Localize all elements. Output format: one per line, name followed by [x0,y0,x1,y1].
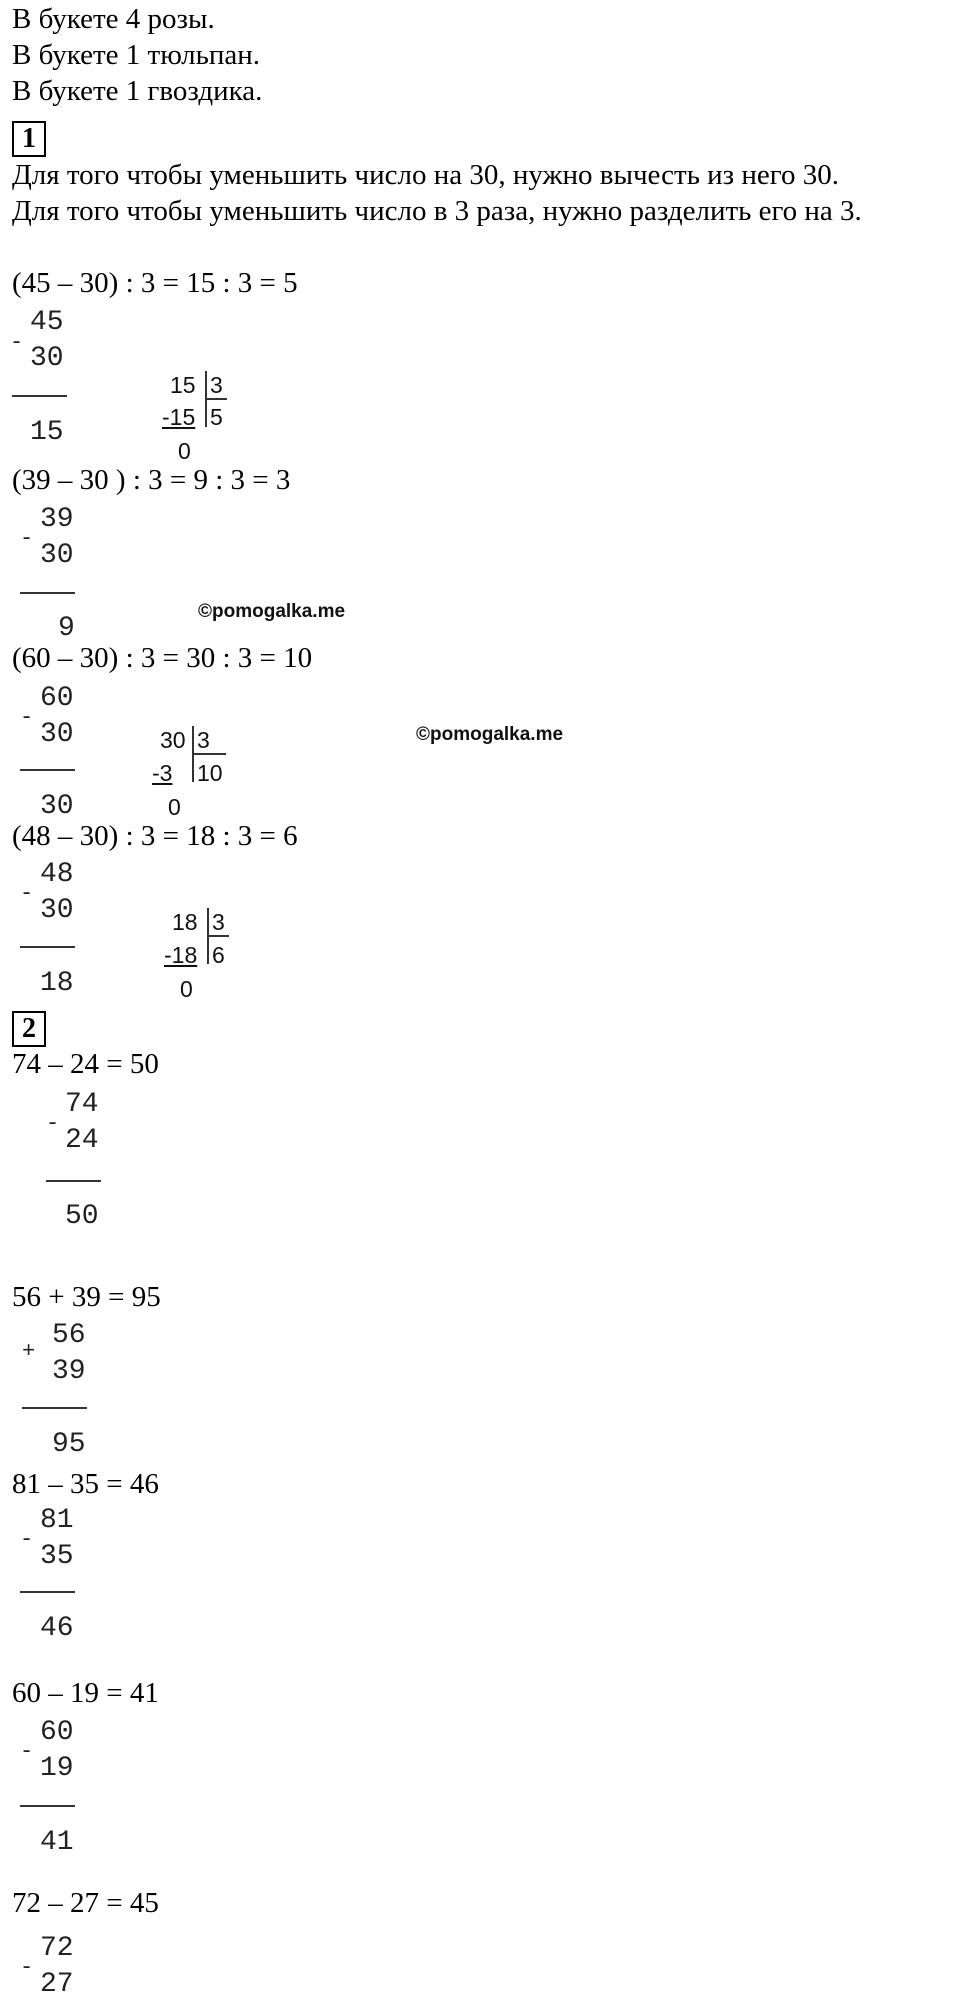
t2-col5-b: 27 [40,1969,74,2000]
intro-line-2: В букете 1 тюльпан. [12,39,261,71]
col4-result: 18 [40,968,74,999]
col2-operator: - [20,526,34,551]
t2-equation-1: 74 – 24 = 50 [12,1048,159,1080]
div3-remainder: 0 [168,794,181,820]
div4-divisor-line [209,935,229,937]
rule-subtract: Для того чтобы уменьшить число на 30, нужно вычесть из него 30. [12,159,839,191]
t2-col4-a: 60 [40,1717,74,1748]
col3-line [20,769,75,771]
div1-quotient: 5 [210,404,223,430]
t2-col1-b: 24 [65,1125,99,1156]
col1-line [12,395,67,397]
col3-subtrahend: 30 [40,719,74,750]
div1-divisor-line [207,398,227,400]
div1-dividend: 15 [170,372,196,398]
t2-col3-a: 81 [40,1505,74,1536]
div1-subtract: -15 [162,404,196,430]
col4-operator: - [20,881,34,906]
t2-col5-operator: - [20,1955,34,1980]
col4-line [20,946,75,948]
div3-divisor: 3 [197,727,210,753]
col4-minuend: 48 [40,859,74,890]
t2-col4-line [20,1805,75,1807]
t2-col1-operator: - [46,1111,60,1136]
t2-col3-b: 35 [40,1541,74,1572]
col4-subtrahend: 30 [40,895,74,926]
div4-remainder: 0 [180,976,193,1002]
t2-col1-a: 74 [65,1089,99,1120]
div1-divisor: 3 [210,372,223,398]
col2-line [20,592,75,594]
t2-col5-a: 72 [40,1933,74,1964]
col2-result: 9 [58,613,75,644]
div1-remainder: 0 [178,438,191,464]
div4-quotient: 6 [212,942,225,968]
div3-divisor-line [194,753,226,755]
t2-col4-operator: - [20,1739,34,1764]
t2-equation-3: 81 – 35 = 46 [12,1468,159,1500]
col2-subtrahend: 30 [40,540,74,571]
equation-4: (48 – 30) : 3 = 18 : 3 = 6 [12,820,298,852]
t2-col3-line [20,1591,75,1593]
col1-operator: - [10,330,24,355]
col3-result: 30 [40,791,74,822]
t2-col2-a: 56 [52,1320,86,1351]
col2-minuend: 39 [40,504,74,535]
t2-equation-2: 56 + 39 = 95 [12,1281,161,1313]
div4-divisor: 3 [212,909,225,935]
t2-equation-4: 60 – 19 = 41 [12,1677,159,1709]
t2-col2-line [22,1407,87,1409]
div4-subtract: -18 [164,942,198,968]
t2-col3-operator: - [20,1527,34,1552]
col3-operator: - [20,705,34,730]
task-number-1: 1 [12,121,46,157]
col1-result: 15 [30,417,64,448]
t2-equation-5: 72 – 27 = 45 [12,1887,159,1919]
equation-3: (60 – 30) : 3 = 30 : 3 = 10 [12,642,313,674]
t2-col2-b: 39 [52,1356,86,1387]
col1-subtrahend: 30 [30,343,64,374]
t2-col3-result: 46 [40,1613,74,1644]
div4-dividend: 18 [172,909,198,935]
div3-subtract: -3 [152,760,173,786]
rule-divide: Для того чтобы уменьшить число в 3 раза, нужно разделить его на 3. [12,195,862,227]
watermark-1: ©pomogalka.me [198,601,346,622]
task-number-2: 2 [12,1011,46,1047]
div3-dividend: 30 [160,727,186,753]
equation-2: (39 – 30 ) : 3 = 9 : 3 = 3 [12,464,291,496]
col1-minuend: 45 [30,307,64,338]
t2-col4-result: 41 [40,1827,74,1858]
div3-quotient: 10 [197,760,223,786]
watermark-2: ©pomogalka.me [416,724,564,745]
equation-1: (45 – 30) : 3 = 15 : 3 = 5 [12,267,298,299]
t2-col2-operator: + [22,1339,36,1364]
t2-col4-b: 19 [40,1753,74,1784]
t2-col1-result: 50 [65,1201,99,1232]
t2-col1-line [46,1180,101,1182]
intro-line-3: В букете 1 гвоздика. [12,75,263,107]
intro-line-1: В букете 4 розы. [12,3,215,35]
t2-col2-result: 95 [52,1429,86,1460]
col3-minuend: 60 [40,683,74,714]
